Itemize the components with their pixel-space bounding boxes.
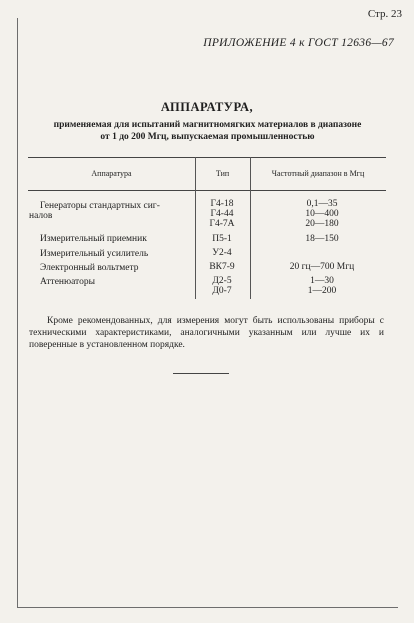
header-type: Тип bbox=[215, 169, 230, 178]
header-frequency-range: Частотный диапазон в Мгц bbox=[271, 169, 365, 178]
row-2-range: 18—150 bbox=[305, 234, 339, 244]
row-5-range-2: 1—200 bbox=[307, 286, 337, 296]
row-5-type-2: Д0-7 bbox=[212, 286, 232, 296]
row-1-range-3: 20—180 bbox=[305, 219, 339, 229]
row-5-range-1: 1—30 bbox=[310, 276, 334, 286]
row-1-type-1: Г4-18 bbox=[210, 199, 234, 209]
table-header-rule bbox=[28, 190, 386, 191]
header-apparatus: Аппаратура bbox=[91, 169, 132, 178]
row-1-range-1: 0,1—35 bbox=[306, 199, 338, 209]
row-3-name: Измерительный усилитель bbox=[40, 249, 149, 259]
row-5-name: Аттенюаторы bbox=[40, 277, 95, 287]
note-paragraph-text: Кроме рекомендованных, для измерения могут быть использованы приборы с техническими характеристиками, аналогичными указанным или лучше их и поверенные в установленном порядке. bbox=[29, 316, 384, 350]
subtitle-line-1: применяемая для испытаний магнитномягких материалов в диапазоне bbox=[53, 120, 362, 130]
row-4-type: ВК7-9 bbox=[209, 262, 235, 272]
page-number: Стр. 23 bbox=[367, 8, 402, 20]
note-paragraph bbox=[29, 315, 384, 351]
document-subtitle bbox=[30, 119, 385, 143]
row-1-type-3: Г4-7А bbox=[209, 219, 235, 229]
row-1-name-line-2: налов bbox=[29, 211, 53, 221]
closing-rule bbox=[173, 373, 229, 374]
table-top-rule bbox=[28, 157, 386, 158]
row-3-type: У2-4 bbox=[212, 248, 232, 258]
document-title: АППАРАТУРА, bbox=[160, 100, 254, 114]
appendix-reference: ПРИЛОЖЕНИЕ 4 к ГОСТ 12636—67 bbox=[203, 37, 394, 49]
row-2-type: П5-1 bbox=[212, 234, 232, 244]
table-column-divider-2 bbox=[250, 157, 251, 299]
row-4-range: 20 гц—700 Мгц bbox=[289, 262, 355, 272]
row-1-range-2: 10—400 bbox=[305, 209, 339, 219]
row-4-name: Электронный вольтметр bbox=[40, 263, 139, 273]
subtitle-line-2: от 1 до 200 Мгц, выпускаемая промышленностью bbox=[100, 132, 315, 142]
row-1-type-2: Г4-44 bbox=[210, 209, 234, 219]
row-5-type-1: Д2-5 bbox=[212, 276, 232, 286]
row-2-name: Измерительный приемник bbox=[40, 234, 147, 244]
row-1-name-line-1: Генераторы стандартных сиг- bbox=[40, 201, 160, 211]
